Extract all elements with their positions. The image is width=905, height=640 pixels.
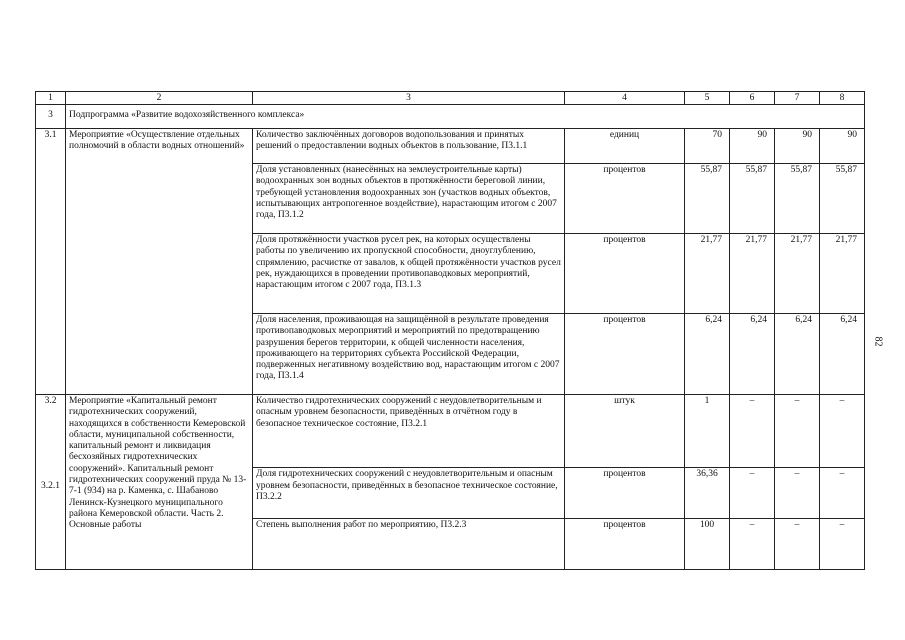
- value-cell: –: [775, 468, 820, 519]
- value-cell: 90: [730, 129, 775, 164]
- indicator-cell: Доля установленных (нанесённых на землеустроительные карты) водоохранных зон водных объектов в протяжённости береговой линии, требующей установления водоохранных зон (участков водных объектов, испытывающих антропогенное воздействие), нарастающим итогом с 2007 года, П3.1.2: [253, 164, 565, 234]
- col-header: 3: [253, 92, 565, 105]
- value-cell: 90: [775, 129, 820, 164]
- value-cell: 90: [820, 129, 865, 164]
- indicator-cell: Доля населения, проживающая на защищённой в результате проведения противопаводковых мероприятий и мероприятий по предотвращению разрушения берегов территории, к общей численности населения, проживающего на территориях субъекта Российской Федерации, подверженных негативному воздействию вод, нарастающим итогом с 2007 года, П3.1.4: [253, 314, 565, 395]
- value-cell: 6,24: [685, 314, 730, 395]
- value-cell: 21,77: [685, 234, 730, 314]
- unit-cell: процентов: [565, 468, 685, 519]
- value-cell: 70: [685, 129, 730, 164]
- unit-cell: процентов: [565, 519, 685, 570]
- unit-cell: процентов: [565, 164, 685, 234]
- table-row: [36, 129, 865, 164]
- sub-measure-code: 3.2.1: [41, 481, 60, 492]
- unit-cell: процентов: [565, 314, 685, 395]
- value-cell: 55,87: [775, 164, 820, 234]
- page-number: 82: [872, 336, 884, 347]
- value-cell: 55,87: [820, 164, 865, 234]
- indicator-cell: Доля протяжённости участков русел рек, на которых осуществлены работы по увеличению их пропускной способности, дноуглублению, спрямлению, расчистке от завалов, к общей протяжённости участков русел рек, нуждающихся в проведении противопаводковых мероприятий, нарастающим итогом с 2007 года, П3.1.3: [253, 234, 565, 314]
- indicator-cell: Количество заключённых договоров водопользования и принятых решений о предоставлении водных объектов в пользование, П3.1.1: [253, 129, 565, 164]
- measure-code: 3.2: [44, 396, 57, 406]
- indicator-cell: Степень выполнения работ по мероприятию, П3.2.3: [253, 519, 565, 570]
- value-cell: 21,77: [820, 234, 865, 314]
- value-cell: –: [730, 519, 775, 570]
- col-header: 4: [565, 92, 685, 105]
- col-header: 7: [775, 92, 820, 105]
- section-row: [36, 105, 865, 129]
- unit-cell: единиц: [565, 129, 685, 164]
- measure-code: 3.1: [36, 129, 66, 395]
- measure-title: Мероприятие «Капитальный ремонт гидротехнических сооружений, находящихся в собственности Кемеровской области, муниципальной собственности, капитальный ремонт и ликвидация бесхозяйных гидротехнических сооружений». Капитальный ремонт гидротехнических сооружений пруда № 13-7-1 (934) на р. Каменка, с. Шабаново Ленинск-Кузнецкого муниципального района Кемеровской области. Часть 2. Основные работы: [66, 395, 253, 570]
- indicator-cell: Доля гидротехнических сооружений с неудовлетворительным и опасным уровнем безопасности, приведённых в безопасное техническое состояние, П3.2.2: [253, 468, 565, 519]
- value-cell: 1: [685, 395, 730, 468]
- value-cell: 36,36: [685, 468, 730, 519]
- col-header: 5: [685, 92, 730, 105]
- unit-cell: процентов: [565, 234, 685, 314]
- column-numbers-row: [36, 92, 865, 105]
- value-cell: –: [820, 468, 865, 519]
- value-cell: 100: [685, 519, 730, 570]
- value-cell: –: [775, 519, 820, 570]
- measure-title: Мероприятие «Осуществление отдельных полномочий в области водных отношений»: [66, 129, 253, 395]
- unit-cell: штук: [565, 395, 685, 468]
- value-cell: –: [730, 395, 775, 468]
- value-cell: 55,87: [730, 164, 775, 234]
- section-title: Подпрограмма «Развитие водохозяйственного комплекса»: [66, 105, 865, 129]
- value-cell: 6,24: [820, 314, 865, 395]
- value-cell: –: [820, 395, 865, 468]
- col-header: 2: [66, 92, 253, 105]
- value-cell: 55,87: [685, 164, 730, 234]
- indicators-table: [35, 91, 865, 570]
- value-cell: –: [820, 519, 865, 570]
- value-cell: –: [730, 468, 775, 519]
- col-header: 8: [820, 92, 865, 105]
- value-cell: 21,77: [775, 234, 820, 314]
- value-cell: 6,24: [730, 314, 775, 395]
- table-row: [36, 395, 865, 468]
- measure-code-cell: [36, 395, 66, 570]
- col-header: 6: [730, 92, 775, 105]
- value-cell: –: [775, 395, 820, 468]
- col-header: 1: [36, 92, 66, 105]
- value-cell: 6,24: [775, 314, 820, 395]
- section-code: 3: [36, 105, 66, 129]
- indicator-cell: Количество гидротехнических сооружений с неудовлетворительным и опасным уровнем безопасности, приведённых в отчётном году в безопасное техническое состояние, П3.2.1: [253, 395, 565, 468]
- value-cell: 21,77: [730, 234, 775, 314]
